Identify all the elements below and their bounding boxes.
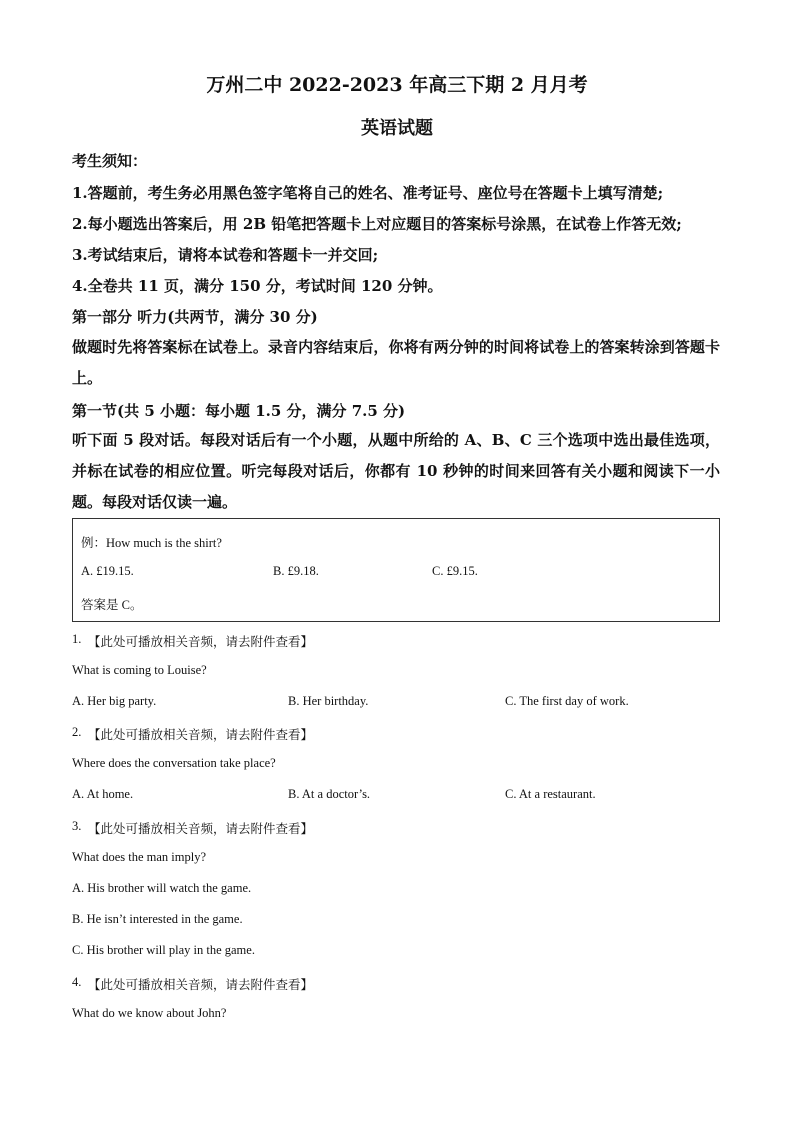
question-2-option-a: A. At home. [72, 787, 134, 801]
question-2-stem: Where does the conversation take place? [72, 756, 276, 770]
example-box [72, 518, 720, 622]
question-3-option-a: A. His brother will watch the game. [72, 881, 252, 895]
example-option-a: A. £19.15. [81, 564, 134, 578]
question-2-option-c: C. At a restaurant. [505, 787, 596, 801]
question-4-number: 4. [72, 975, 82, 989]
notice-item: 4.全卷共 11 页，满分 150 分，考试时间 120 分钟。 [72, 277, 443, 295]
question-3-audio-link[interactable]: 【此处可播放相关音频，请去附件查看】 [88, 822, 314, 836]
notice-item: 1.答题前，考生务必用黑色签字笔将自己的姓名、准考证号、座位号在答题卡上填写清楚; [72, 184, 664, 202]
question-1-stem: What is coming to Louise? [72, 663, 207, 677]
section1-heading: 第一节(共 5 小题：每小题 1.5 分，满分 7.5 分) [72, 402, 406, 420]
question-4-stem: What do we know about John? [72, 1006, 227, 1020]
question-2-option-b: B. At a doctor’s. [288, 787, 371, 801]
exam-title: 万州二中 2022-2023 年高三下期 2 月月考 [206, 74, 588, 96]
question-3-option-c: C. His brother will play in the game. [72, 943, 255, 957]
question-1-option-c: C. The first day of work. [505, 694, 629, 708]
example-option-b: B. £9.18. [273, 564, 319, 578]
question-1-option-b: B. Her birthday. [288, 694, 369, 708]
question-2-audio-link[interactable]: 【此处可播放相关音频，请去附件查看】 [88, 728, 314, 742]
exam-subtitle: 英语试题 [361, 118, 433, 139]
question-3-option-b: B. He isn’t interested in the game. [72, 912, 243, 926]
notice-item: 3.考试结束后，请将本试卷和答题卡一并交回; [72, 246, 379, 264]
example-answer: 答案是 C。 [81, 598, 143, 612]
question-2-number: 2. [72, 725, 82, 739]
part1-instruction: 做题时先将答案标在试卷上。录音内容结束后，你将有两分钟的时间将试卷上的答案转涂到答题卡上。 [72, 338, 720, 387]
example-question: 例：How much is the shirt? [81, 536, 222, 550]
question-4-audio-link[interactable]: 【此处可播放相关音频，请去附件查看】 [88, 978, 314, 992]
notice-heading: 考生须知： [72, 152, 148, 170]
question-1-audio-link[interactable]: 【此处可播放相关音频，请去附件查看】 [88, 635, 314, 649]
example-option-c: C. £9.15. [432, 564, 478, 578]
question-1-option-a: A. Her big party. [72, 694, 157, 708]
section1-instruction: 听下面 5 段对话。每段对话后有一个小题，从题中所给的 A、B、C 三个选项中选出最佳选项，并标在试卷的相应位置。听完每段对话后，你都有 10 秒钟的时间来回答有关小题和阅读下一小题。每段对话仅读一遍。 [72, 431, 720, 511]
notice-item: 2.每小题选出答案后，用 2B 铅笔把答题卡上对应题目的答案标号涂黑，在试卷上作答无效; [72, 215, 682, 233]
question-3-stem: What does the man imply? [72, 850, 206, 864]
part1-heading: 第一部分 听力(共两节，满分 30 分) [72, 308, 318, 326]
question-1-number: 1. [72, 632, 82, 646]
question-3-number: 3. [72, 819, 82, 833]
